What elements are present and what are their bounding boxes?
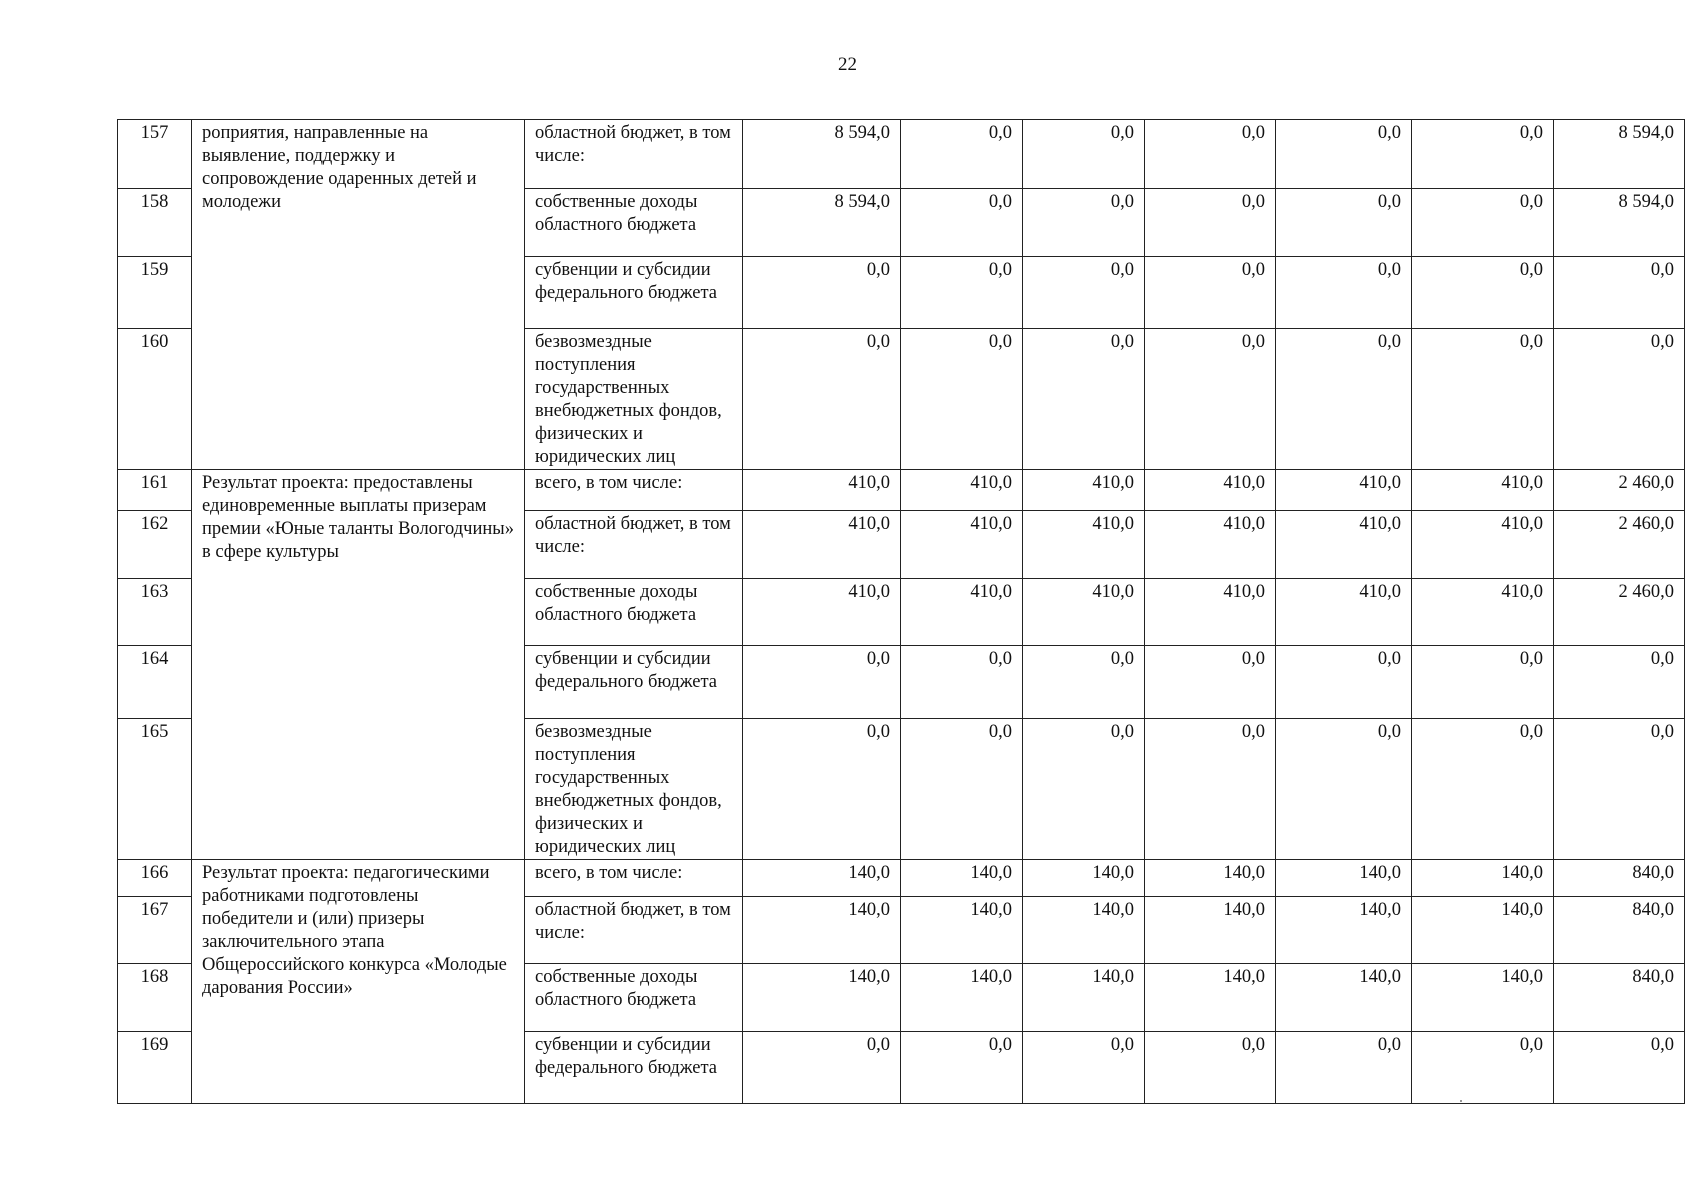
value-cell: 410,0 [1412, 470, 1554, 511]
value-cell: 140,0 [901, 897, 1023, 964]
value-cell: 140,0 [1145, 964, 1276, 1032]
value-cell: 410,0 [1412, 579, 1554, 646]
value-cell: 0,0 [901, 719, 1023, 860]
value-cell: 0,0 [1145, 120, 1276, 189]
project-result-description: Результат проекта: предоставлены единовременные выплаты призерам премии «Юные таланты Вологодчины» в сфере культуры [192, 470, 525, 860]
budget-table [117, 119, 1685, 1104]
table-row [118, 860, 1685, 897]
value-cell: 0,0 [1412, 646, 1554, 719]
total-cell: 0,0 [1554, 1032, 1685, 1104]
funding-source: областной бюджет, в том числе: [525, 897, 743, 964]
page-number: 22 [838, 54, 857, 75]
table-row [118, 470, 1685, 511]
value-cell: 410,0 [1023, 579, 1145, 646]
total-cell: 0,0 [1554, 329, 1685, 470]
value-cell: 0,0 [1276, 1032, 1412, 1104]
value-cell: 140,0 [1145, 897, 1276, 964]
value-cell: 410,0 [743, 470, 901, 511]
value-cell: 410,0 [1023, 470, 1145, 511]
funding-source: собственные доходы областного бюджета [525, 579, 743, 646]
row-number: 168 [118, 964, 192, 1032]
value-cell: 0,0 [1412, 329, 1554, 470]
funding-source: всего, в том числе: [525, 860, 743, 897]
value-cell: 0,0 [743, 646, 901, 719]
funding-source: субвенции и субсидии федерального бюджета [525, 646, 743, 719]
value-cell: 410,0 [1276, 470, 1412, 511]
value-cell: 0,0 [1145, 1032, 1276, 1104]
value-cell: 140,0 [901, 964, 1023, 1032]
total-cell: 840,0 [1554, 860, 1685, 897]
row-number: 162 [118, 511, 192, 579]
value-cell: 410,0 [743, 579, 901, 646]
value-cell: 0,0 [743, 257, 901, 329]
value-cell: 140,0 [1023, 897, 1145, 964]
total-cell: 8 594,0 [1554, 120, 1685, 189]
value-cell: 0,0 [1145, 189, 1276, 257]
value-cell: 410,0 [1145, 511, 1276, 579]
total-cell: 0,0 [1554, 719, 1685, 860]
value-cell: 0,0 [1023, 329, 1145, 470]
funding-source: областной бюджет, в том числе: [525, 120, 743, 189]
value-cell: 140,0 [743, 897, 901, 964]
funding-source: субвенции и субсидии федерального бюджета [525, 1032, 743, 1104]
value-cell: 410,0 [1276, 511, 1412, 579]
value-cell: 0,0 [1412, 1032, 1554, 1104]
value-cell: 0,0 [743, 329, 901, 470]
value-cell: 0,0 [1145, 329, 1276, 470]
value-cell: 0,0 [1412, 719, 1554, 860]
value-cell: 140,0 [743, 964, 901, 1032]
value-cell: 140,0 [1145, 860, 1276, 897]
value-cell: 140,0 [1023, 860, 1145, 897]
value-cell: 0,0 [901, 257, 1023, 329]
row-number: 157 [118, 120, 192, 189]
value-cell: 0,0 [1145, 719, 1276, 860]
value-cell: 0,0 [1276, 257, 1412, 329]
total-cell: 2 460,0 [1554, 579, 1685, 646]
total-cell: 0,0 [1554, 257, 1685, 329]
value-cell: 410,0 [743, 511, 901, 579]
value-cell: 140,0 [1412, 860, 1554, 897]
row-number: 167 [118, 897, 192, 964]
row-number: 159 [118, 257, 192, 329]
value-cell: 0,0 [1276, 719, 1412, 860]
value-cell: 410,0 [1276, 579, 1412, 646]
value-cell: 140,0 [1023, 964, 1145, 1032]
value-cell: 0,0 [1023, 120, 1145, 189]
value-cell: 410,0 [1023, 511, 1145, 579]
value-cell: 410,0 [901, 470, 1023, 511]
value-cell: 0,0 [1023, 1032, 1145, 1104]
funding-source: собственные доходы областного бюджета [525, 189, 743, 257]
funding-source: собственные доходы областного бюджета [525, 964, 743, 1032]
value-cell: 0,0 [1276, 189, 1412, 257]
value-cell: 0,0 [1276, 329, 1412, 470]
value-cell: 0,0 [1023, 646, 1145, 719]
value-cell: 0,0 [1023, 257, 1145, 329]
value-cell: 410,0 [1412, 511, 1554, 579]
value-cell: 0,0 [743, 1032, 901, 1104]
funding-source: субвенции и субсидии федерального бюджета [525, 257, 743, 329]
value-cell: 0,0 [1276, 646, 1412, 719]
row-number: 169 [118, 1032, 192, 1104]
scan-speck [1460, 1100, 1462, 1102]
value-cell: 0,0 [743, 719, 901, 860]
value-cell: 8 594,0 [743, 120, 901, 189]
row-number: 161 [118, 470, 192, 511]
value-cell: 140,0 [901, 860, 1023, 897]
value-cell: 0,0 [1276, 120, 1412, 189]
row-number: 165 [118, 719, 192, 860]
value-cell: 410,0 [1145, 579, 1276, 646]
event-description: роприятия, направленные на выявление, поддержку и сопровождение одаренных детей и молодежи [192, 120, 525, 470]
table-row [118, 120, 1685, 189]
funding-source: безвозмездные поступления государственных внебюджетных фондов, физических и юридических лиц [525, 719, 743, 860]
value-cell: 0,0 [901, 189, 1023, 257]
row-number: 160 [118, 329, 192, 470]
value-cell: 140,0 [1412, 897, 1554, 964]
value-cell: 0,0 [1145, 257, 1276, 329]
row-number: 158 [118, 189, 192, 257]
value-cell: 0,0 [901, 120, 1023, 189]
value-cell: 0,0 [1412, 257, 1554, 329]
row-number: 163 [118, 579, 192, 646]
total-cell: 2 460,0 [1554, 511, 1685, 579]
value-cell: 140,0 [743, 860, 901, 897]
value-cell: 0,0 [1023, 719, 1145, 860]
value-cell: 0,0 [901, 329, 1023, 470]
row-number: 166 [118, 860, 192, 897]
row-number: 164 [118, 646, 192, 719]
total-cell: 840,0 [1554, 964, 1685, 1032]
funding-source: областной бюджет, в том числе: [525, 511, 743, 579]
value-cell: 0,0 [1023, 189, 1145, 257]
project-result-description: Результат проекта: педагогическими работниками подготовлены победители и (или) призеры заключительного этапа Общероссийского конкурса «Молодые дарования России» [192, 860, 525, 1104]
value-cell: 410,0 [901, 579, 1023, 646]
value-cell: 0,0 [1412, 189, 1554, 257]
total-cell: 0,0 [1554, 646, 1685, 719]
value-cell: 140,0 [1276, 860, 1412, 897]
funding-source: безвозмездные поступления государственных внебюджетных фондов, физических и юридических лиц [525, 329, 743, 470]
value-cell: 8 594,0 [743, 189, 901, 257]
funding-source: всего, в том числе: [525, 470, 743, 511]
value-cell: 410,0 [1145, 470, 1276, 511]
total-cell: 8 594,0 [1554, 189, 1685, 257]
value-cell: 140,0 [1276, 964, 1412, 1032]
total-cell: 2 460,0 [1554, 470, 1685, 511]
value-cell: 140,0 [1276, 897, 1412, 964]
value-cell: 0,0 [1412, 120, 1554, 189]
total-cell: 840,0 [1554, 897, 1685, 964]
value-cell: 0,0 [901, 1032, 1023, 1104]
value-cell: 140,0 [1412, 964, 1554, 1032]
value-cell: 0,0 [1145, 646, 1276, 719]
value-cell: 0,0 [901, 646, 1023, 719]
value-cell: 410,0 [901, 511, 1023, 579]
